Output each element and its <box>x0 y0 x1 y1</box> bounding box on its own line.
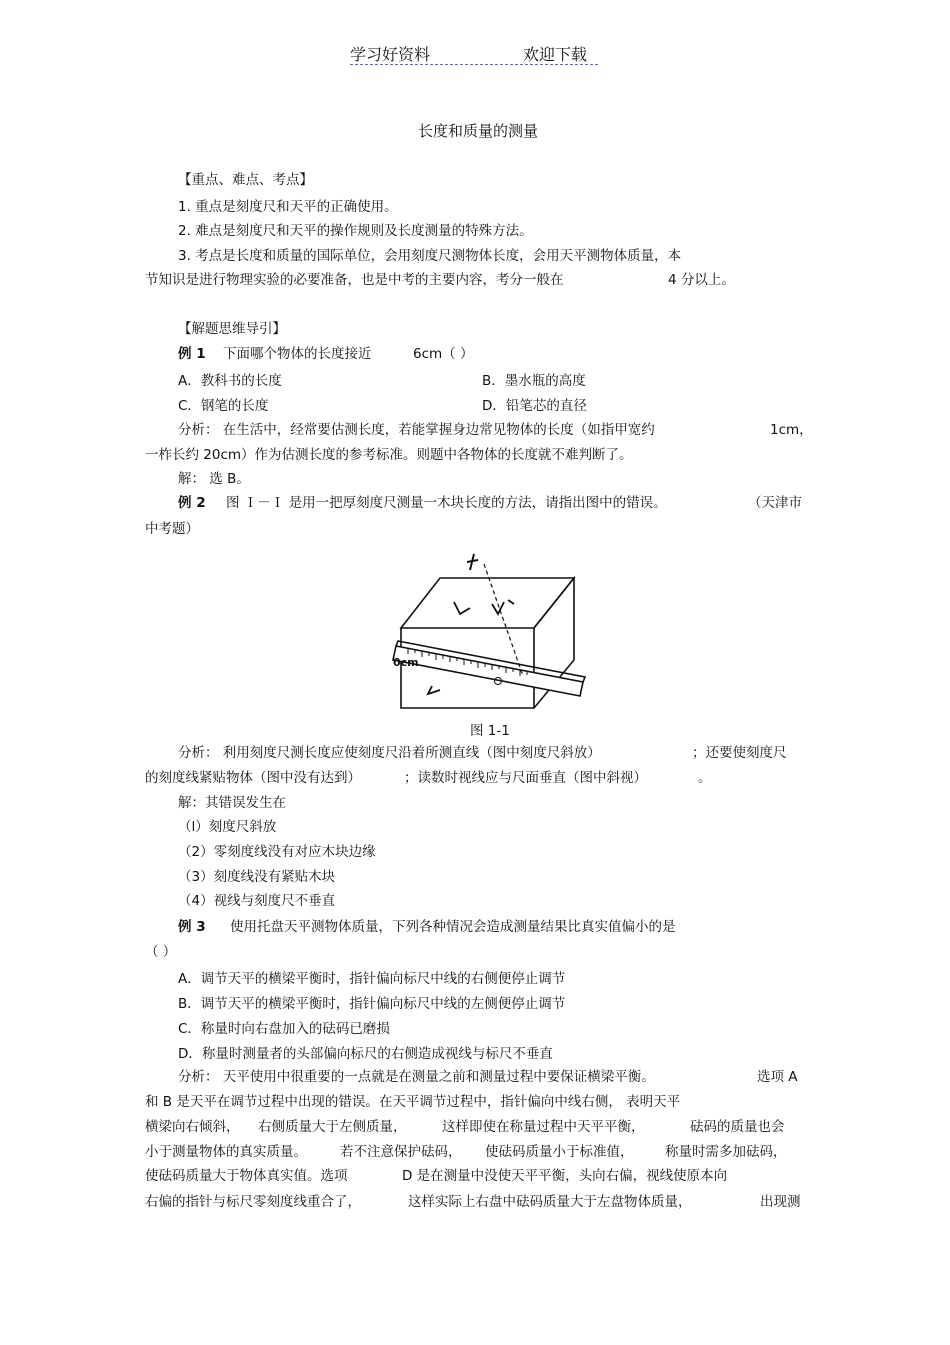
analysis-text: 砝码的质量也会 <box>690 1119 785 1135</box>
header-right: 欢迎下载 <box>523 45 588 64</box>
error-item: （4）视线与刻度尺不垂直 <box>178 893 336 909</box>
analysis-text: 。 <box>698 770 712 786</box>
analysis-text: D 是在测量中没使天平平衡，头向右偏，视线使原本向 <box>402 1168 728 1184</box>
error-item: （3）刻度线没有紧贴木块 <box>178 869 336 885</box>
paragraph: 4 分以上。 <box>668 272 735 288</box>
question-text: 图 Ｉ－Ｉ 是用一把厚刻度尺测量一木块长度的方法，请指出图中的错误。 <box>226 495 667 511</box>
question-text: （天津市 <box>748 495 802 511</box>
analysis-text: 使砝码质量大于物体真实值。选项 <box>145 1168 348 1184</box>
analysis-text: ；还要使刻度尺 <box>692 745 787 761</box>
paragraph: 节知识是进行物理实验的必要准备，也是中考的主要内容，考分一般在 <box>145 272 564 288</box>
analysis-text: 和 B 是天平在调节过程中出现的错误。在天平调节过程中，指针偏向中线右侧， 表明天平 <box>145 1094 681 1110</box>
header-underline <box>350 64 598 65</box>
option-a: A．调节天平的横梁平衡时，指针偏向标尺中线的右侧便停止调节 <box>178 971 566 987</box>
paragraph: 3. 考点是长度和质量的国际单位，会用刻度尺测物体长度，会用天平测物体质量，本 <box>178 248 682 264</box>
ruler-block-figure <box>388 548 588 716</box>
analysis-text: 横梁向右倾斜， <box>145 1119 240 1135</box>
figure-caption: 图 1-1 <box>470 723 510 739</box>
ruler-zero-label: 0cm <box>393 656 419 669</box>
analysis-text: 若不注意保护砝码， <box>340 1144 462 1160</box>
option-d: D．称量时测量者的头部偏向标尺的右侧造成视线与标尺不垂直 <box>178 1046 553 1062</box>
analysis-text: 一柞长约 20cm）作为估测长度的参考标准。则题中各物体的长度就不难判断了。 <box>145 447 633 463</box>
analysis-text: 出现测 <box>760 1194 801 1210</box>
option-b: B．墨水瓶的高度 <box>482 373 586 389</box>
page-title: 长度和质量的测量 <box>418 122 539 140</box>
analysis-text: 的刻度线紧贴物体（图中没有达到） <box>145 770 361 786</box>
error-item: （l）刻度尺斜放 <box>178 819 277 835</box>
error-item: （2）零刻度线没有对应木块边缘 <box>178 844 376 860</box>
analysis-text: 这样即使在称量过程中天平平衡， <box>442 1119 645 1135</box>
analysis-text: 分析： 利用刻度尺测长度应使刻度尺沿着所测直线（图中刻度尺斜放） <box>178 745 601 761</box>
question-text: 6cm（ ） <box>413 346 474 362</box>
question-text: 下面哪个物体的长度接近 <box>223 346 372 362</box>
example-label: 例 3 <box>178 919 206 935</box>
section-heading: 【重点、难点、考点】 <box>178 172 313 188</box>
analysis-text: 分析： 在生活中，经常要估测长度，若能掌握身边常见物体的长度（如指甲宽约 <box>178 422 655 438</box>
analysis-text: 这样实际上右盘中砝码质量大于左盘物体质量， <box>408 1194 692 1210</box>
question-text: 使用托盘天平测物体质量，下列各种情况会造成测量结果比真实值偏小的是 <box>230 919 676 935</box>
analysis-text: 使砝码质量小于标准值， <box>485 1144 634 1160</box>
analysis-text: 1cm， <box>770 422 813 438</box>
example-label: 例 1 <box>178 346 206 362</box>
solution-text: 解：其错误发生在 <box>178 795 286 811</box>
analysis-text: 小于测量物体的真实质量。 <box>145 1144 307 1160</box>
option-b: B．调节天平的横梁平衡时，指针偏向标尺中线的左侧便停止调节 <box>178 996 566 1012</box>
section-heading: 【解题思维导引】 <box>178 321 286 337</box>
solution-text: 解： 选 B。 <box>178 471 250 487</box>
header-left: 学习好资料 <box>350 45 431 64</box>
analysis-text: 称量时需多加砝码， <box>665 1144 787 1160</box>
question-text: 中考题） <box>145 521 199 537</box>
analysis-text: 分析： 天平使用中很重要的一点就是在测量之前和测量过程中要保证横梁平衡。 <box>178 1069 655 1085</box>
question-text: （ ） <box>145 944 177 960</box>
example-label: 例 2 <box>178 495 206 511</box>
analysis-text: 右偏的指针与标尺零刻度线重合了， <box>145 1194 361 1210</box>
option-c: C．钢笔的长度 <box>178 398 269 414</box>
option-d: D．铅笔芯的直径 <box>482 398 587 414</box>
option-a: A．教科书的长度 <box>178 373 282 389</box>
analysis-text: 右侧质量大于左侧质量， <box>258 1119 407 1135</box>
option-c: C．称量时向右盘加入的砝码已磨损 <box>178 1021 390 1037</box>
paragraph: 2. 难点是刻度尺和天平的操作规则及长度测量的特殊方法。 <box>178 223 533 239</box>
paragraph: 1. 重点是刻度尺和天平的正确使用。 <box>178 199 398 215</box>
analysis-text: 选项 A <box>757 1069 798 1085</box>
analysis-text: ；读数时视线应与尺面垂直（图中斜视） <box>404 770 647 786</box>
